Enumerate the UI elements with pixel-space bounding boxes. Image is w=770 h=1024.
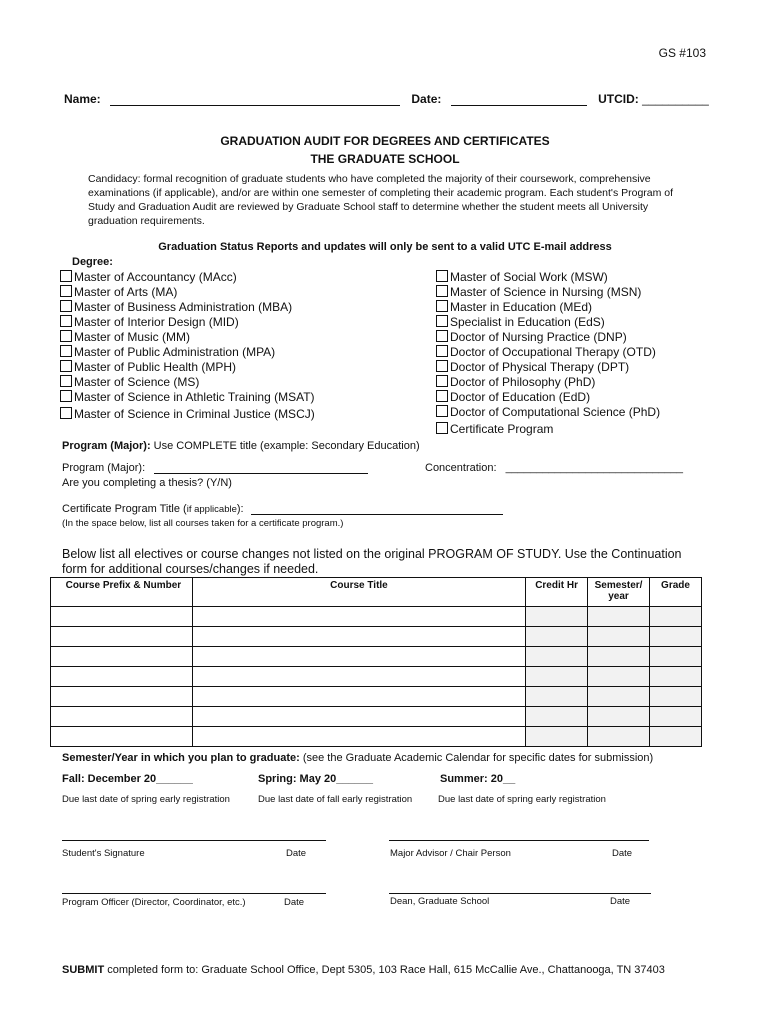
table-cell[interactable] [650,727,702,747]
advisor-label: Major Advisor / Chair Person [390,848,511,859]
program-field-row [62,462,368,474]
table-cell[interactable] [51,607,193,627]
graduation-instruction: Semester/Year in which you plan to graduate: (see the Graduate Academic Calendar for specific dates for submission) [62,752,654,764]
checkbox[interactable] [60,360,72,372]
email-notice: Graduation Status Reports and updates will only be sent to a valid UTC E-mail address [158,241,612,253]
checkbox[interactable] [60,330,72,342]
program-officer-date-label: Date [284,897,305,908]
degree-option[interactable]: Master of Science (MS) [60,375,315,390]
utcid-label: UTCID: [598,92,639,106]
degree-option[interactable]: Master of Arts (MA) [60,285,315,300]
fall-note: Due last date of spring early registration [62,794,230,805]
summer-note: Due last date of spring early registration [438,794,606,805]
form-id: GS #103 [658,46,706,60]
checkbox[interactable] [436,300,448,312]
program-officer-label: Program Officer (Director, Coordinator, etc.) [62,897,246,908]
col-course-title: Course Title [192,578,525,607]
concentration-row [425,462,683,474]
table-row [51,627,702,647]
degree-list-left [60,270,315,422]
certificate-title-field[interactable] [251,514,503,515]
form-title: GRADUATION AUDIT FOR DEGREES AND CERTIFICATES [220,134,550,148]
degree-option[interactable]: Doctor of Education (EdD) [436,390,660,405]
advisor-signature-line[interactable] [389,840,649,841]
degree-option[interactable]: Master of Public Health (MPH) [60,360,315,375]
checkbox[interactable] [436,390,448,402]
table-cell[interactable] [650,607,702,627]
degree-option[interactable]: Master of Music (MM) [60,330,315,345]
table-cell[interactable] [51,667,193,687]
name-field[interactable] [110,105,400,106]
utcid-field[interactable]: __________ [642,92,709,106]
checkbox[interactable] [436,422,448,434]
electives-instruction-1: Below list all electives or course changes not listed on the original PROGRAM OF STUDY. Use the Continuation [62,547,682,561]
table-cell[interactable] [650,687,702,707]
table-cell[interactable] [588,607,650,627]
checkbox[interactable] [436,270,448,282]
checkbox[interactable] [436,330,448,342]
degree-option[interactable]: Master of Public Administration (MPA) [60,345,315,360]
program-label: Program (Major): [62,462,146,474]
degree-option[interactable]: Master of Interior Design (MID) [60,315,315,330]
course-table [50,577,702,747]
checkbox[interactable] [60,345,72,357]
table-cell[interactable] [192,607,525,627]
checkbox[interactable] [436,375,448,387]
degree-option[interactable]: Master of Social Work (MSW) [436,270,660,285]
program-instruction: Program (Major): Use COMPLETE title (example: Secondary Education) [62,440,420,452]
summer-option[interactable]: Summer: 20__ [440,773,516,785]
table-cell[interactable] [192,667,525,687]
table-cell[interactable] [588,687,650,707]
table-cell[interactable] [588,727,650,747]
degree-option[interactable]: Doctor of Philosophy (PhD) [436,375,660,390]
advisor-date-label: Date [612,848,633,859]
program-field[interactable] [154,473,368,474]
concentration-field[interactable]: _____________________________ [505,462,684,474]
table-cell[interactable] [51,727,193,747]
table-cell[interactable] [588,647,650,667]
degree-option[interactable]: Master in Education (MEd) [436,300,660,315]
certificate-note: (In the space below, list all courses taken for a certificate program.) [62,518,344,529]
table-row [51,727,702,747]
degree-option[interactable]: Certificate Program [436,422,660,437]
concentration-label: Concentration: [425,462,497,474]
col-semester-year: Semester/ year [588,578,650,607]
table-row [51,707,702,727]
degree-option[interactable]: Doctor of Computational Science (PhD) [436,405,660,420]
checkbox[interactable] [436,315,448,327]
table-cell[interactable] [51,707,193,727]
degree-option[interactable]: Master of Accountancy (MAcc) [60,270,315,285]
col-credit-hr: Credit Hr [526,578,588,607]
col-course-prefix: Course Prefix & Number [51,578,193,607]
checkbox[interactable] [60,285,72,297]
table-cell[interactable] [192,687,525,707]
col-grade: Grade [650,578,702,607]
table-cell[interactable] [650,647,702,667]
date-field[interactable] [451,105,587,106]
electives-instruction-2: form for additional courses/changes if needed. [62,562,319,576]
table-cell[interactable] [650,707,702,727]
degree-option[interactable]: Doctor of Occupational Therapy (OTD) [436,345,660,360]
submit-instruction: SUBMIT completed form to: Graduate School Office, Dept 5305, 103 Race Hall, 615 McCallie Ave., Chattanooga, TN 37403 [62,964,665,976]
checkbox[interactable] [60,390,72,402]
table-cell[interactable] [588,667,650,687]
checkbox[interactable] [436,285,448,297]
degree-option[interactable]: Master of Business Administration (MBA) [60,300,315,315]
table-cell[interactable] [526,627,588,647]
checkbox[interactable] [60,300,72,312]
table-cell[interactable] [526,607,588,627]
checkbox[interactable] [436,405,448,417]
checkbox[interactable] [60,315,72,327]
degree-option[interactable]: Doctor of Physical Therapy (DPT) [436,360,660,375]
table-cell[interactable] [51,647,193,667]
degree-option[interactable]: Master of Science in Nursing (MSN) [436,285,660,300]
date-label: Date: [411,92,442,106]
student-signature-line[interactable] [62,840,326,841]
checkbox[interactable] [436,360,448,372]
candidacy-text: Candidacy: formal recognition of graduate students who have completed the majority of their coursework, comprehensive examinations (if applicable), and/or are within one semester of completing their academic program. Each student's Program of Study and Graduation Audit are reviewed by Graduate School staff to determine whether the student meets all University graduation requirements. [88,173,674,227]
header-row [64,92,724,106]
table-row [51,647,702,667]
checkbox[interactable] [60,375,72,387]
spring-note: Due last date of fall early registration [258,794,413,805]
degree-list-right [436,270,660,437]
table-cell[interactable] [526,647,588,667]
fall-option[interactable]: Fall: December 20______ [62,773,193,785]
table-row [51,687,702,707]
dean-label: Dean, Graduate School [390,896,490,907]
table-cell[interactable] [526,687,588,707]
degree-label: Degree: [72,256,113,268]
spring-option[interactable]: Spring: May 20______ [258,773,373,785]
degree-option[interactable]: Master of Science in Criminal Justice (MSCJ) [60,407,315,422]
table-cell[interactable] [526,707,588,727]
table-cell[interactable] [51,687,193,707]
program-officer-signature-line[interactable] [62,893,326,894]
table-cell[interactable] [192,627,525,647]
table-cell[interactable] [588,707,650,727]
table-cell[interactable] [650,667,702,687]
table-row [51,607,702,627]
table-cell[interactable] [51,627,193,647]
table-cell[interactable] [526,727,588,747]
thesis-question: Are you completing a thesis? (Y/N) [62,477,232,489]
table-cell[interactable] [192,707,525,727]
table-cell[interactable] [526,667,588,687]
checkbox[interactable] [60,407,72,419]
table-header-row [51,578,702,607]
checkbox[interactable] [60,270,72,282]
certificate-title-row: Certificate Program Title (if applicable): [62,503,503,515]
student-signature-label: Student's Signature [62,848,145,859]
dean-signature-line[interactable] [389,893,651,894]
table-cell[interactable] [650,627,702,647]
checkbox[interactable] [436,345,448,357]
name-label: Name: [64,92,101,106]
degree-option[interactable]: Master of Science in Athletic Training (MSAT) [60,390,315,405]
table-cell[interactable] [192,727,525,747]
form-subtitle: THE GRADUATE SCHOOL [310,152,460,166]
student-date-label: Date [286,848,307,859]
table-cell[interactable] [192,647,525,667]
degree-option[interactable]: Specialist in Education (EdS) [436,315,660,330]
degree-option[interactable]: Doctor of Nursing Practice (DNP) [436,330,660,345]
dean-date-label: Date [610,896,631,907]
table-row [51,667,702,687]
table-cell[interactable] [588,627,650,647]
